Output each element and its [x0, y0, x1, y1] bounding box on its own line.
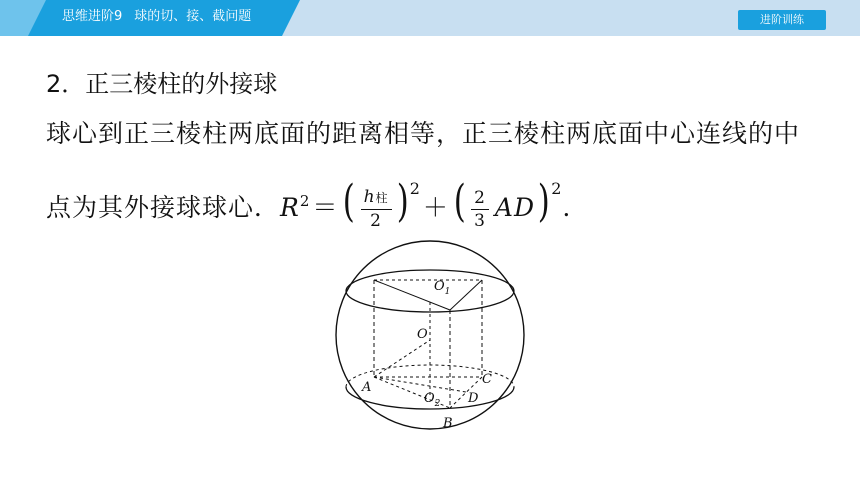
left-paren-1: ( [343, 176, 356, 227]
label-o2: $O_2$ [424, 391, 441, 409]
label-b: B [443, 416, 453, 431]
paragraph-line-2-text: 点为其外接球球心． [46, 193, 281, 222]
frac1-num: h [363, 187, 376, 207]
formula-lhs-exp: 2 [299, 192, 311, 210]
top-circle [346, 270, 514, 312]
frac2-den: 3 [474, 210, 486, 231]
paragraph-line-1: 球心到正三棱柱两底面的距离相等，正三棱柱两底面中心连线的中 [46, 119, 801, 148]
frac2-num: 2 [471, 188, 489, 210]
label-a: A [362, 380, 372, 395]
formula-plus: ＋ [422, 193, 449, 222]
paragraph-line-2 [46, 168, 571, 244]
formula-end: . [562, 193, 572, 222]
frac1-den: 2 [370, 211, 382, 231]
frac1-num-sub: 柱 [375, 191, 389, 205]
prism-in-sphere-figure [330, 240, 530, 436]
label-o1: $O_1$ [434, 279, 451, 297]
section-heading: 2．正三棱柱的外接球 [46, 70, 278, 98]
right-paren-2: ) [537, 176, 551, 227]
fraction-2-over-3 [471, 188, 489, 232]
label-o: O [417, 327, 428, 342]
term-ad: AD [494, 193, 536, 222]
lesson-label: 思维进阶9 [62, 9, 123, 24]
header-title [62, 0, 251, 36]
left-paren-2: ( [453, 176, 467, 227]
formula-eq: ＝ [312, 193, 339, 222]
topic-label: 球的切、接、截问题 [134, 9, 252, 24]
formula-lhs: R [280, 193, 300, 222]
exp-2: 2 [551, 179, 563, 198]
top-edge-right [450, 280, 482, 310]
exp-1: 2 [409, 179, 421, 198]
radius-oa [374, 340, 430, 377]
median-ad [374, 377, 466, 392]
radius-formula [280, 176, 572, 232]
label-d: D [468, 391, 479, 406]
right-paren-1: ) [396, 176, 409, 227]
label-c: C [482, 372, 492, 387]
header-bar [0, 0, 860, 36]
advanced-training-badge[interactable]: 进阶训练 [738, 10, 826, 30]
fraction-h-over-2 [361, 187, 392, 232]
